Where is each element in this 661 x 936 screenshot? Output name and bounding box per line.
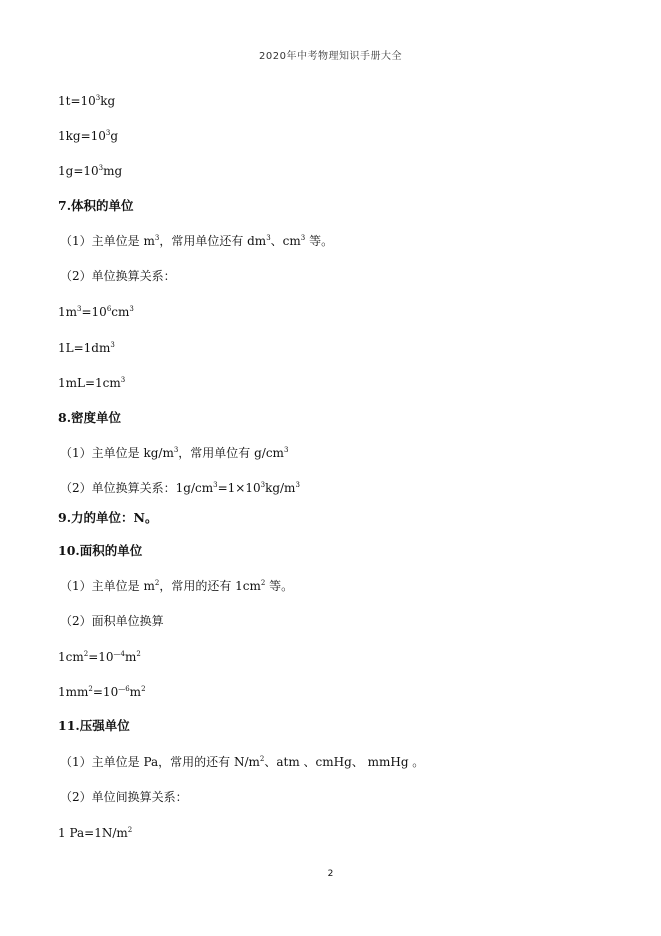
superscript: 3	[213, 481, 218, 489]
line-text: 1m	[58, 305, 78, 319]
superscript: 3	[77, 305, 82, 313]
line-text: m	[129, 685, 142, 699]
line-text: 1L=1dm	[58, 341, 111, 355]
line-text: =10	[92, 685, 119, 699]
text-line	[60, 754, 424, 770]
text-line	[58, 649, 141, 665]
superscript: 3	[98, 164, 104, 172]
line-text: 1mm	[58, 685, 89, 699]
line-text: （1）主单位是 m	[60, 579, 155, 593]
text-line	[58, 340, 115, 356]
superscript: 2	[259, 755, 265, 763]
line-text: 、cm	[270, 234, 301, 248]
line-text: （1）主单位是 m	[60, 234, 155, 248]
line-text: =10	[81, 305, 107, 319]
line-text: =1×10	[217, 481, 261, 495]
superscript: 3	[95, 94, 101, 102]
line-text: =10	[88, 650, 114, 664]
superscript: 3	[266, 234, 271, 242]
superscript: 2	[83, 650, 89, 658]
section-heading: 11.压强单位	[58, 718, 130, 733]
superscript: 3	[105, 129, 111, 137]
section-heading: 10.面积的单位	[58, 543, 143, 558]
page-number: 2	[327, 869, 334, 879]
superscript: 3	[173, 446, 179, 454]
section-heading: 7.体积的单位	[58, 198, 134, 213]
superscript: 3	[110, 341, 115, 349]
line-text: 1cm	[58, 650, 84, 664]
line-text: 等。	[305, 234, 334, 248]
superscript: 6	[106, 305, 112, 313]
line-text: （1）主单位是 Pa，常用的还有 N/m	[60, 755, 260, 769]
line-text: 、atm 、cmHg、 mmHg 。	[264, 755, 425, 769]
superscript: 3	[129, 305, 134, 313]
superscript: 2	[154, 579, 160, 587]
line-text: 1mL=1cm	[58, 376, 121, 390]
line-text: （1）主单位是 kg/m	[60, 446, 174, 460]
text-line	[58, 684, 146, 700]
page-header: 2020年中考物理知识手册大全	[259, 51, 402, 62]
line-text: 等。	[265, 579, 294, 593]
superscript: 3	[295, 481, 300, 489]
line-text: kg/m	[265, 481, 296, 495]
text-line	[58, 93, 115, 109]
section-heading: 8.密度单位	[58, 410, 122, 425]
line-text: g	[110, 129, 119, 143]
line-text: ，常用的还有 1cm	[159, 579, 261, 593]
superscript: 2	[127, 826, 133, 834]
line-text: cm	[111, 305, 130, 319]
text-line	[58, 163, 122, 179]
superscript: 2	[88, 685, 93, 693]
superscript: 3	[300, 234, 306, 242]
text-line	[60, 578, 293, 594]
text-line	[60, 445, 288, 461]
text-line	[60, 480, 300, 496]
text-line: （2）单位间换算关系：	[60, 790, 188, 804]
text-line: （2）单位换算关系：	[60, 269, 176, 283]
line-text: （2）单位换算关系：1g/cm	[60, 481, 214, 495]
superscript: 3	[260, 481, 266, 489]
superscript: —4	[113, 650, 125, 658]
line-text: mg	[103, 164, 123, 178]
superscript: 2	[136, 650, 141, 658]
line-text: ，常用单位有 g/cm	[178, 446, 284, 460]
superscript: 2	[141, 685, 146, 693]
line-text: m	[125, 650, 137, 664]
text-line: （2）面积单位换算	[60, 614, 164, 628]
superscript: —6	[118, 685, 130, 693]
line-text: 1 Pa=1N/m	[58, 826, 128, 840]
superscript: 3	[120, 376, 126, 384]
line-text: 1kg=10	[58, 129, 106, 143]
text-line	[58, 128, 118, 144]
text-line	[58, 304, 134, 320]
text-line	[58, 375, 125, 391]
section-heading: 9.力的单位：N。	[58, 510, 158, 525]
superscript: 2	[260, 579, 266, 587]
line-text: ，常用单位还有 dm	[159, 234, 267, 248]
line-text: kg	[100, 94, 116, 108]
line-text: 1g=10	[58, 164, 99, 178]
superscript: 3	[283, 446, 289, 454]
superscript: 3	[154, 234, 160, 242]
text-line	[60, 233, 333, 249]
text-line	[58, 825, 132, 841]
line-text: 1t=10	[58, 94, 96, 108]
